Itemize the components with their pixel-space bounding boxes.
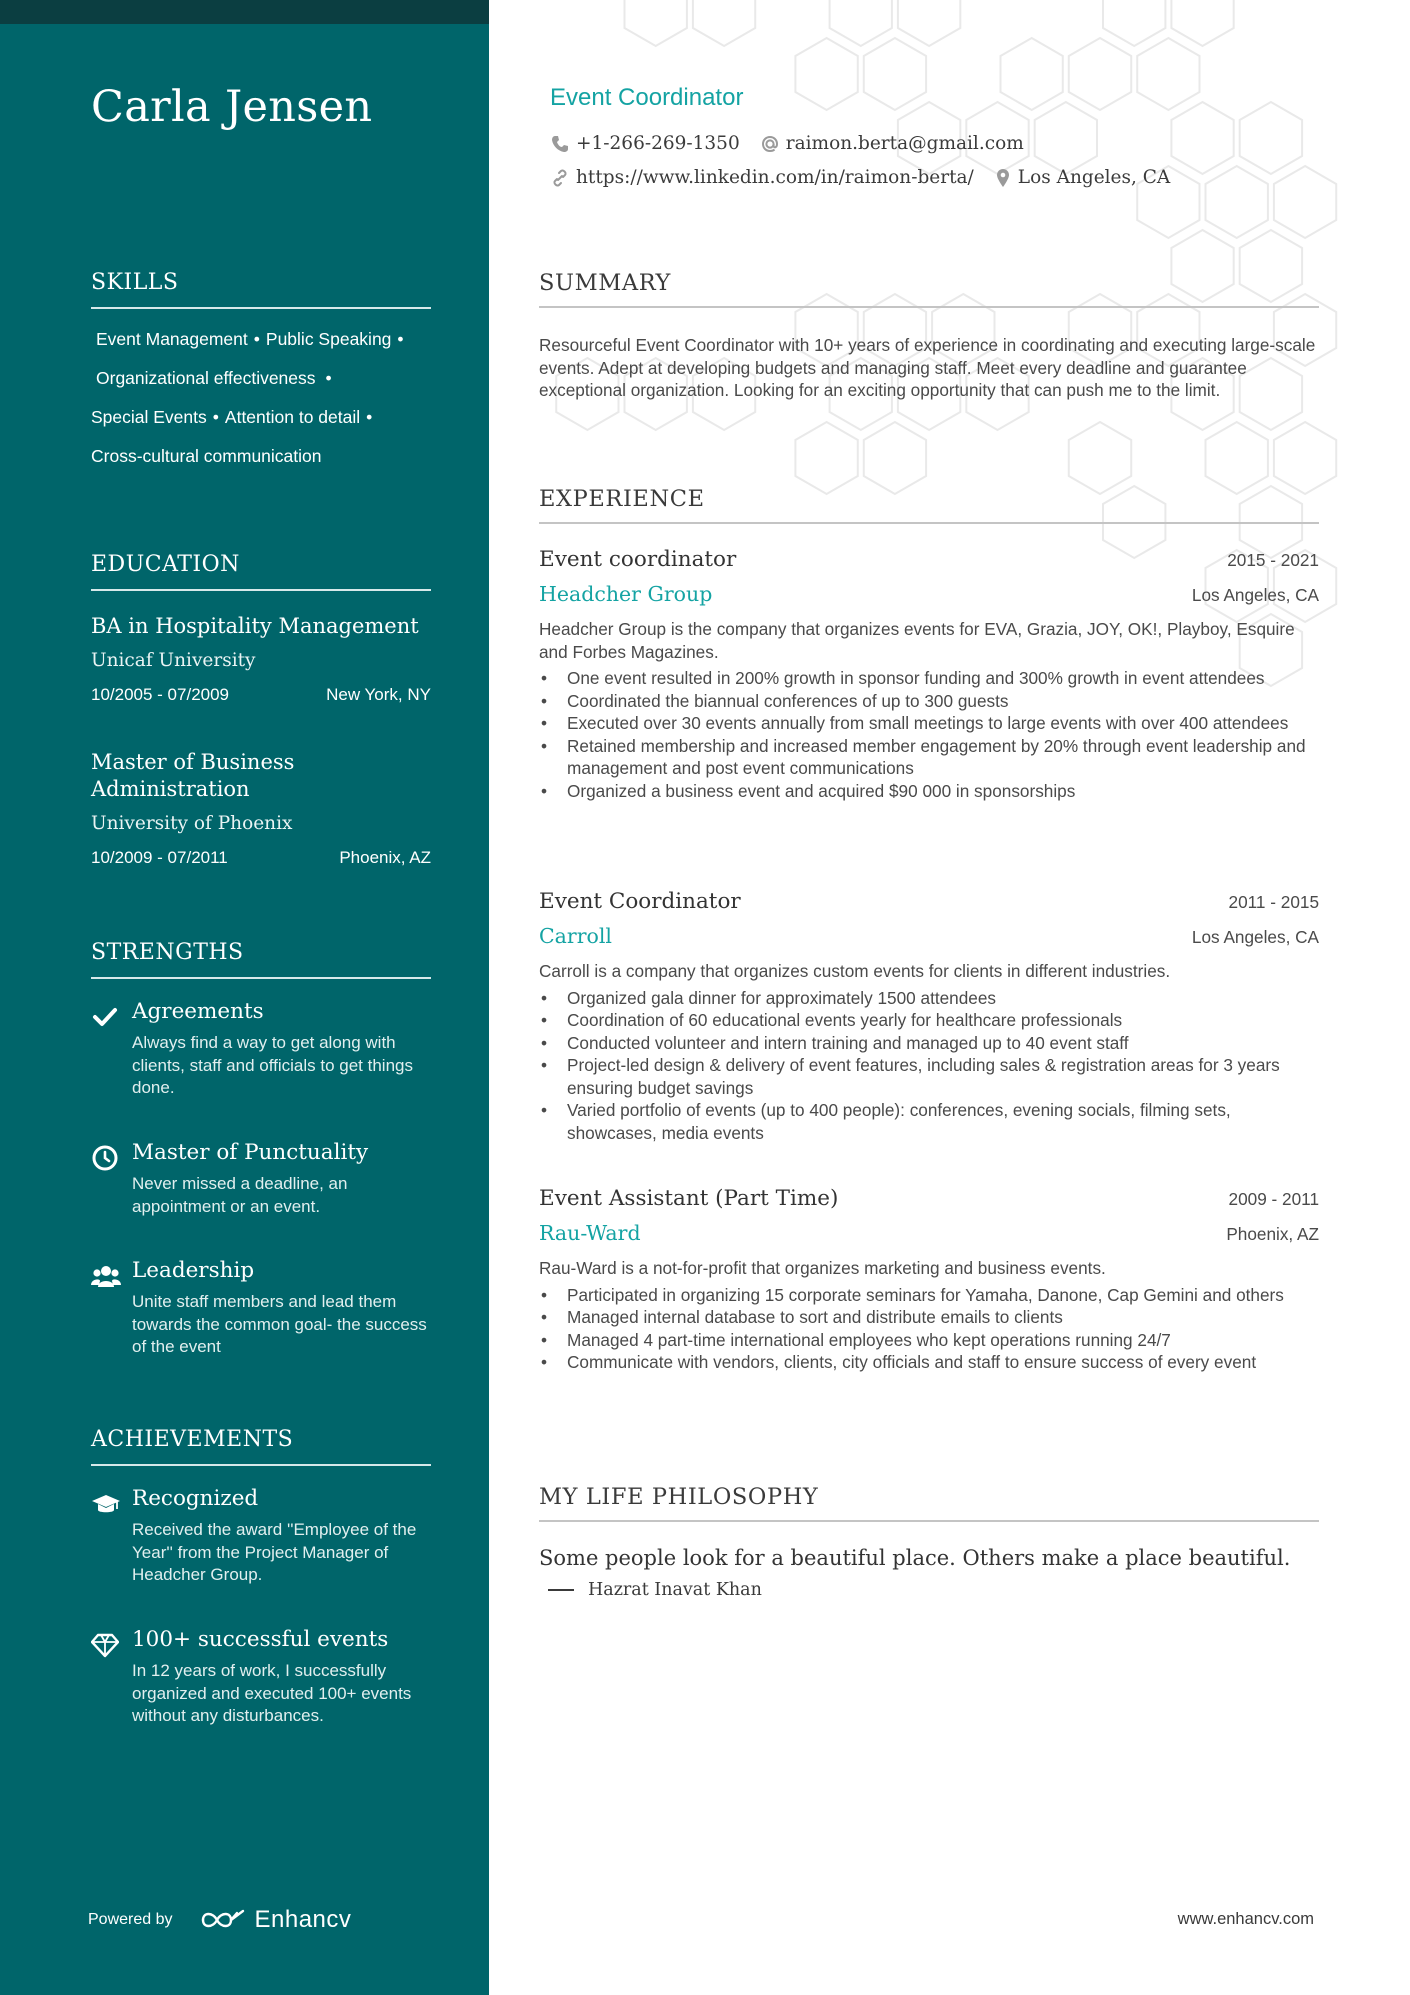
location-pin-icon xyxy=(994,168,1012,188)
company-description: Rau-Ward is a not-for-profit that organizes marketing and business events. xyxy=(539,1258,1106,1278)
philosophy-quote: Some people look for a beautiful place. Others make a place beautiful. xyxy=(539,1546,1291,1570)
company-name[interactable]: Carroll xyxy=(539,924,612,948)
strengths-heading: STRENGTHS xyxy=(91,940,431,979)
checkmark-icon xyxy=(91,1003,119,1031)
website-link[interactable]: www.enhancv.com xyxy=(1177,1910,1314,1928)
hexagon-shape xyxy=(864,38,926,110)
bullet-item: • Varied portfolio of events (up to 400 people): conferences, evening socials, filming sets, showcases, media events xyxy=(539,1099,1319,1144)
company-name[interactable]: Headcher Group xyxy=(539,582,713,606)
quote-dash xyxy=(548,1589,574,1591)
diamond-icon xyxy=(91,1631,119,1659)
hexagon-shape xyxy=(1240,102,1302,174)
job-role: Event Coordinator xyxy=(539,889,741,914)
hexagon-shape xyxy=(1206,422,1268,494)
job-location: Phoenix, AZ xyxy=(1226,1224,1319,1244)
bullet-item: • Retained membership and increased member engagement by 20% through event leadership and management and post event communications xyxy=(539,735,1319,780)
hexagon-shape xyxy=(1069,422,1131,494)
job-role: Event coordinator xyxy=(539,547,737,572)
bullet-item: • Organized a business event and acquired $90 000 in sponsorships xyxy=(539,780,1319,803)
hexagon-shape xyxy=(1103,0,1165,46)
location-contact xyxy=(994,167,1171,188)
location-text: Los Angeles, CA xyxy=(1017,167,1171,188)
hexagon-shape xyxy=(898,0,960,46)
contact-row xyxy=(550,167,1170,188)
bullet-item: • Project-led design & delivery of event features, including sales & registration areas for 3 years ensuring budget savings xyxy=(539,1054,1319,1099)
job-dates: 2011 - 2015 xyxy=(1228,892,1319,912)
job-title: Event Coordinator xyxy=(550,84,744,111)
bullet-item: • Communicate with vendors, clients, city officials and staff to ensure success of every event xyxy=(539,1351,1319,1374)
degree-title: Master of Business Administration xyxy=(91,750,295,801)
education-entry xyxy=(91,613,431,705)
achievement-title: 100+ successful events xyxy=(132,1627,389,1652)
company-name[interactable]: Rau-Ward xyxy=(539,1221,641,1245)
bullet-item: • Conducted volunteer and intern training and managed up to 40 event staff xyxy=(539,1032,1319,1055)
phone-icon xyxy=(550,134,570,154)
school-name: Unicaf University xyxy=(91,650,256,671)
skills-heading: SKILLS xyxy=(91,270,431,309)
experience-entry xyxy=(539,547,1319,802)
achievement-bullets xyxy=(539,1284,1319,1374)
hexagon-shape xyxy=(1274,166,1336,238)
education-entry xyxy=(91,749,431,868)
hexagon-shape xyxy=(795,38,857,110)
hexagon-shape xyxy=(1069,38,1131,110)
job-role: Event Assistant (Part Time) xyxy=(539,1186,839,1211)
email-address: raimon.berta@gmail.com xyxy=(785,133,1024,154)
summary-text: Resourceful Event Coordinator with 10+ years of experience in coordinating and executing large-scale events. Adept at developing budgets and managing staff. Meet every deadline and guarantee exceptional organization. Looking for an exciting opportunity that can push me to the limit. xyxy=(539,335,1316,400)
phone-number: +1-266-269-1350 xyxy=(576,133,740,154)
email-contact[interactable] xyxy=(760,133,1024,154)
skill-item: Organizational effectiveness xyxy=(96,368,316,388)
achievement-item xyxy=(91,1486,436,1587)
hexagon-shape xyxy=(830,0,892,46)
bullet-item: • Coordinated the biannual conferences of up to 300 guests xyxy=(539,690,1319,713)
education-location: Phoenix, AZ xyxy=(339,848,431,867)
job-dates: 2015 - 2021 xyxy=(1227,550,1319,570)
bullet-item: • Managed internal database to sort and distribute emails to clients xyxy=(539,1306,1319,1329)
linkedin-url: https://www.linkedin.com/in/raimon-berta/ xyxy=(576,167,974,188)
bullet-item: • Managed 4 part-time international employees who kept operations running 24/7 xyxy=(539,1329,1319,1352)
degree-title: BA in Hospitality Management xyxy=(91,614,419,638)
school-name: University of Phoenix xyxy=(91,813,293,834)
powered-by xyxy=(88,1906,351,1934)
achievement-description: In 12 years of work, I successfully organized and executed 100+ events without any disturbances. xyxy=(132,1661,412,1725)
job-location: Los Angeles, CA xyxy=(1191,585,1319,605)
hexagon-shape xyxy=(693,0,755,46)
quote-author-name: Hazrat Inavat Khan xyxy=(588,1580,762,1600)
bullet-item: • Coordination of 60 educational events yearly for healthcare professionals xyxy=(539,1009,1319,1032)
bullet-item: • One event resulted in 200% growth in sponsor funding and 300% growth in event attendees xyxy=(539,667,1319,690)
achievement-bullets xyxy=(539,667,1319,802)
education-heading: EDUCATION xyxy=(91,552,431,591)
at-icon xyxy=(760,134,780,154)
skill-item: Special Events xyxy=(91,407,207,427)
powered-by-label: Powered by xyxy=(88,1911,173,1928)
enhancv-logo[interactable] xyxy=(199,1906,352,1934)
achievements-heading: ACHIEVEMENTS xyxy=(91,1427,431,1466)
hexagon-shape xyxy=(1035,102,1097,174)
hexagon-shape xyxy=(1171,102,1233,174)
linkedin-contact[interactable] xyxy=(550,167,974,188)
quote-author xyxy=(548,1580,762,1600)
bullet-item: • Organized gala dinner for approximately 1500 attendees xyxy=(539,987,1319,1010)
sidebar xyxy=(0,0,489,1995)
hexagon-shape xyxy=(1137,38,1199,110)
philosophy-heading: MY LIFE PHILOSOPHY xyxy=(539,1484,1319,1522)
phone-contact[interactable] xyxy=(550,133,740,154)
strength-description: Never missed a deadline, an appointment or an event. xyxy=(132,1174,348,1216)
company-description: Carroll is a company that organizes custom events for clients in different industries. xyxy=(539,961,1171,981)
strength-item xyxy=(91,999,436,1100)
job-dates: 2009 - 2011 xyxy=(1228,1189,1319,1209)
people-icon xyxy=(91,1262,119,1290)
experience-entry xyxy=(539,1186,1319,1374)
experience-heading: EXPERIENCE xyxy=(539,486,1319,524)
strength-description: Unite staff members and lead them towards the common goal- the success of the event xyxy=(132,1292,427,1356)
hexagon-shape xyxy=(1171,0,1233,46)
skill-item: Event Management xyxy=(96,329,248,349)
link-icon xyxy=(550,168,570,188)
hexagon-shape xyxy=(864,422,926,494)
contact-row xyxy=(550,133,1024,154)
strength-item xyxy=(91,1258,436,1359)
education-dates: 10/2005 - 07/2009 xyxy=(91,685,230,704)
achievement-item xyxy=(91,1627,436,1728)
sidebar-top-bar xyxy=(0,0,489,24)
hexagon-shape xyxy=(1274,422,1336,494)
summary-heading: SUMMARY xyxy=(539,270,1319,308)
hexagon-shape xyxy=(1206,166,1268,238)
bullet-item: • Participated in organizing 15 corporate seminars for Yamaha, Danone, Cap Gemini and others xyxy=(539,1284,1319,1307)
company-description: Headcher Group is the company that organizes events for EVA, Grazia, JOY, OK!, Playboy, Esquire and Forbes Magazines. xyxy=(539,619,1295,662)
clock-icon xyxy=(91,1144,119,1172)
strength-item xyxy=(91,1140,436,1218)
skill-item: Public Speaking xyxy=(265,329,392,349)
skill-item: Attention to detail xyxy=(224,407,361,427)
achievement-title: Recognized xyxy=(132,1486,259,1511)
skill-item: Cross-cultural communication xyxy=(91,446,322,466)
job-location: Los Angeles, CA xyxy=(1191,927,1319,947)
achievement-bullets xyxy=(539,987,1319,1145)
education-dates: 10/2009 - 07/2011 xyxy=(91,848,228,867)
strength-title: Leadership xyxy=(132,1258,255,1283)
strength-description: Always find a way to get along with clients, staff and officials to get things done. xyxy=(132,1033,413,1097)
hexagon-shape xyxy=(1001,38,1063,110)
strength-title: Master of Punctuality xyxy=(132,1140,369,1165)
hexagon-shape xyxy=(625,0,687,46)
skills-list: Event Management • Public Speaking • Organizational effectiveness • Special Events • Attention to detail • Cross-cultural communication xyxy=(91,329,404,466)
enhancv-brand: Enhancv xyxy=(254,1906,352,1933)
candidate-name: Carla Jensen xyxy=(91,82,373,132)
bullet-item: • Executed over 30 events annually from small meetings to large events with over 400 attendees xyxy=(539,712,1319,735)
education-location: New York, NY xyxy=(326,685,431,704)
hexagon-shape xyxy=(795,422,857,494)
enhancv-logo-icon xyxy=(199,1907,247,1933)
experience-entry xyxy=(539,889,1319,1144)
achievement-description: Received the award ''Employee of the Year'' from the Project Manager of Headcher Group. xyxy=(132,1520,417,1584)
graduation-cap-icon xyxy=(91,1490,119,1518)
strength-title: Agreements xyxy=(132,999,264,1024)
